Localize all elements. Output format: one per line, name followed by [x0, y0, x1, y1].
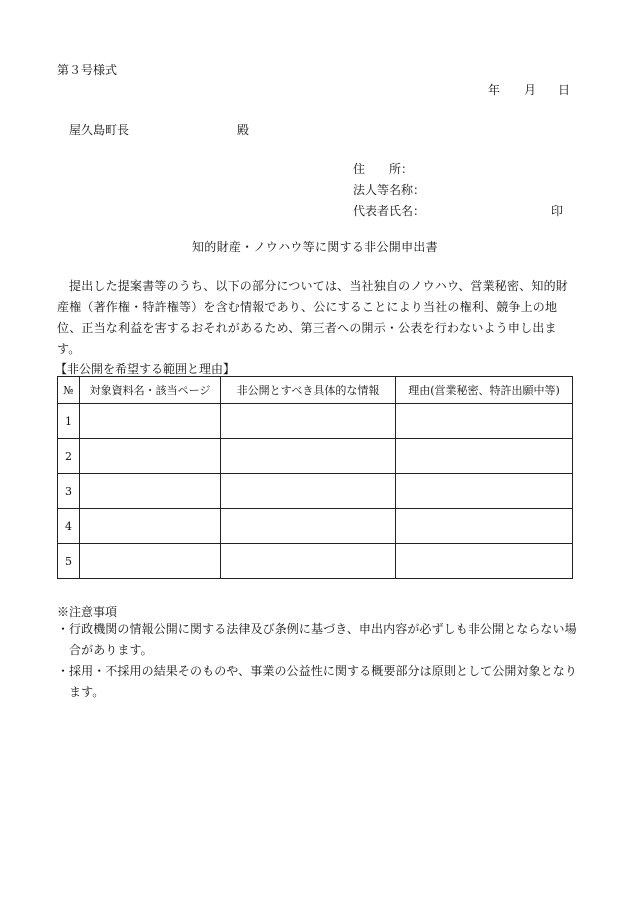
document-title: 知的財産・ノウハウ等に関する非公開申出書	[191, 240, 438, 254]
header-document: 対象資料名・該当ページ	[80, 377, 221, 404]
table-row	[58, 439, 573, 474]
reason-cell[interactable]	[396, 404, 573, 439]
form-number: 第３号様式	[57, 63, 118, 77]
note-text: 行政機関の情報公開に関する法律及び条例に基づき、申出内容が必ずしも非公開とならない場合があります。	[69, 622, 577, 657]
reason-cell[interactable]	[396, 509, 573, 544]
date-day-label: 日	[558, 83, 571, 97]
document-cell[interactable]	[80, 544, 221, 579]
row-number: 2	[58, 439, 80, 474]
table-row	[58, 509, 573, 544]
applicant-corporation-row	[353, 181, 425, 198]
table-row	[58, 474, 573, 509]
addressee-name: 屋久島町長	[69, 123, 130, 137]
notes-heading: ※注意事項	[57, 605, 118, 619]
document-cell[interactable]	[80, 404, 221, 439]
date-year-label: 年	[488, 83, 501, 97]
table-header-row	[58, 377, 573, 404]
document-cell[interactable]	[80, 509, 221, 544]
applicant-address-row	[353, 160, 425, 177]
document-cell[interactable]	[80, 439, 221, 474]
reason-cell[interactable]	[396, 544, 573, 579]
row-number: 3	[58, 474, 80, 509]
note-bullet: ・	[57, 622, 70, 636]
address-label: 住 所：	[353, 162, 414, 176]
note-item	[57, 619, 579, 661]
info-cell[interactable]	[221, 439, 396, 474]
representative-name-label: 代表者氏名：	[353, 204, 426, 218]
header-info: 非公開とすべき具体的な情報	[221, 377, 396, 404]
header-no: №	[58, 377, 80, 404]
date-line	[488, 81, 570, 98]
note-text: 採用・不採用の結果そのものや、事業の公益性に関する概要部分は原則として公開対象となります。	[69, 664, 577, 699]
addressee	[69, 121, 249, 138]
info-cell[interactable]	[221, 509, 396, 544]
table-heading: 【非公開を希望する範囲と理由】	[55, 362, 236, 376]
corporation-name-label: 法人等名称：	[353, 183, 426, 197]
nondisclosure-table	[57, 376, 573, 579]
reason-cell[interactable]	[396, 474, 573, 509]
body-paragraph: 提出した提案書等のうち、以下の部分については、当社独自のノウハウ、営業秘密、知的財産権（著作権・特許権等）を含む情報であり、公にすることにより当社の権利、競争上の地位、正当な利益を害するおそれがあるため、第三者への開示・公表を行わないよう申し出ます。	[57, 279, 569, 356]
document-cell[interactable]	[80, 474, 221, 509]
row-number: 1	[58, 404, 80, 439]
date-month-label: 月	[524, 83, 537, 97]
reason-cell[interactable]	[396, 439, 573, 474]
info-cell[interactable]	[221, 474, 396, 509]
applicant-representative-row	[353, 202, 425, 219]
addressee-honorific: 殿	[237, 123, 250, 137]
info-cell[interactable]	[221, 404, 396, 439]
info-cell[interactable]	[221, 544, 396, 579]
table-row	[58, 404, 573, 439]
row-number: 4	[58, 509, 80, 544]
table-row	[58, 544, 573, 579]
row-number: 5	[58, 544, 80, 579]
seal-mark: 印	[551, 204, 564, 218]
header-reason: 理由(営業秘密、特許出願中等)	[396, 377, 573, 404]
note-bullet: ・	[57, 664, 70, 678]
note-item	[57, 661, 579, 703]
